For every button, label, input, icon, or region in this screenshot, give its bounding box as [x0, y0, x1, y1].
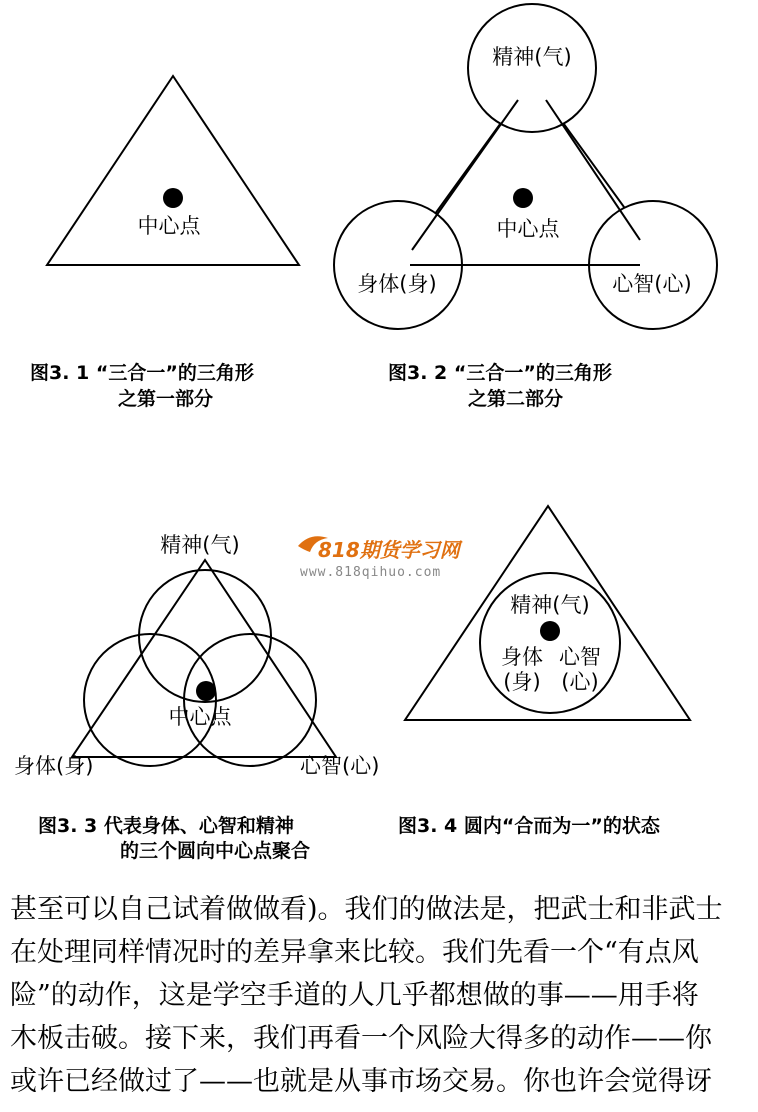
fig1-center-label: 中心点 — [137, 214, 201, 238]
fig3-left-label: 身体(身) — [14, 754, 94, 778]
watermark — [298, 536, 464, 580]
body-line: 或许已经做过了——也就是从事市场交易。你也许会觉得讶 — [10, 1066, 712, 1097]
body-line: 在处理同样情况时的差异拿来比较。我们先看一个“有点风 — [10, 937, 699, 968]
fig2-top-label: 精神(气) — [492, 45, 572, 69]
fig2-center-label: 中心点 — [496, 217, 560, 241]
fig3-caption-line2: 的三个圆向中心点聚合 — [120, 840, 311, 862]
fig2-right-label: 心智(心) — [612, 272, 692, 296]
figure-3-3 — [14, 533, 379, 862]
fig1-caption-line1: 图3. 1 “三合一”的三角形 — [30, 362, 254, 384]
fig2-triangle-right-edge — [546, 100, 640, 240]
body-line: 险”的动作，这是学空手道的人几乎都想做的事——用手将 — [10, 980, 699, 1011]
body-line: 木板击破。接下来，我们再看一个风险大得多的动作——你 — [10, 1023, 712, 1054]
fig4-left-label-2: (身) — [503, 670, 541, 694]
fig2-left-label: 身体(身) — [357, 272, 437, 296]
watermark-url: www.818qihuo.com — [300, 565, 442, 580]
fig1-caption-line2: 之第一部分 — [118, 388, 214, 410]
figure-3-1 — [30, 76, 299, 410]
fig4-left-label-1: 身体 — [501, 645, 543, 669]
watermark-title: 818期货学习网 — [318, 538, 460, 562]
fig3-center-dot — [196, 681, 216, 701]
fig4-right-label-2: (心) — [561, 670, 599, 694]
fig2-caption-line1: 图3. 2 “三合一”的三角形 — [388, 362, 612, 384]
body-paragraph — [10, 888, 755, 1103]
fig4-caption: 图3. 4 圆内“合而为一”的状态 — [398, 815, 660, 837]
fig2-center-dot — [513, 188, 533, 208]
fig2-caption-line2: 之第二部分 — [468, 388, 564, 410]
fig3-right-label: 心智(心) — [300, 754, 380, 778]
fig4-right-label-1: 心智 — [559, 645, 601, 669]
fig3-circle-body — [84, 634, 216, 766]
fig4-center-dot — [540, 621, 560, 641]
fig3-center-label: 中心点 — [168, 705, 232, 729]
fig1-center-dot — [163, 188, 183, 208]
fig4-top-label: 精神(气) — [510, 593, 590, 617]
fig3-caption-line1: 图3. 3 代表身体、心智和精神 — [38, 815, 294, 837]
fig3-top-label: 精神(气) — [160, 533, 240, 557]
figure-3-2 — [334, 4, 717, 410]
body-line: 甚至可以自己试着做做看)。我们的做法是，把武士和非武士 — [10, 894, 723, 925]
